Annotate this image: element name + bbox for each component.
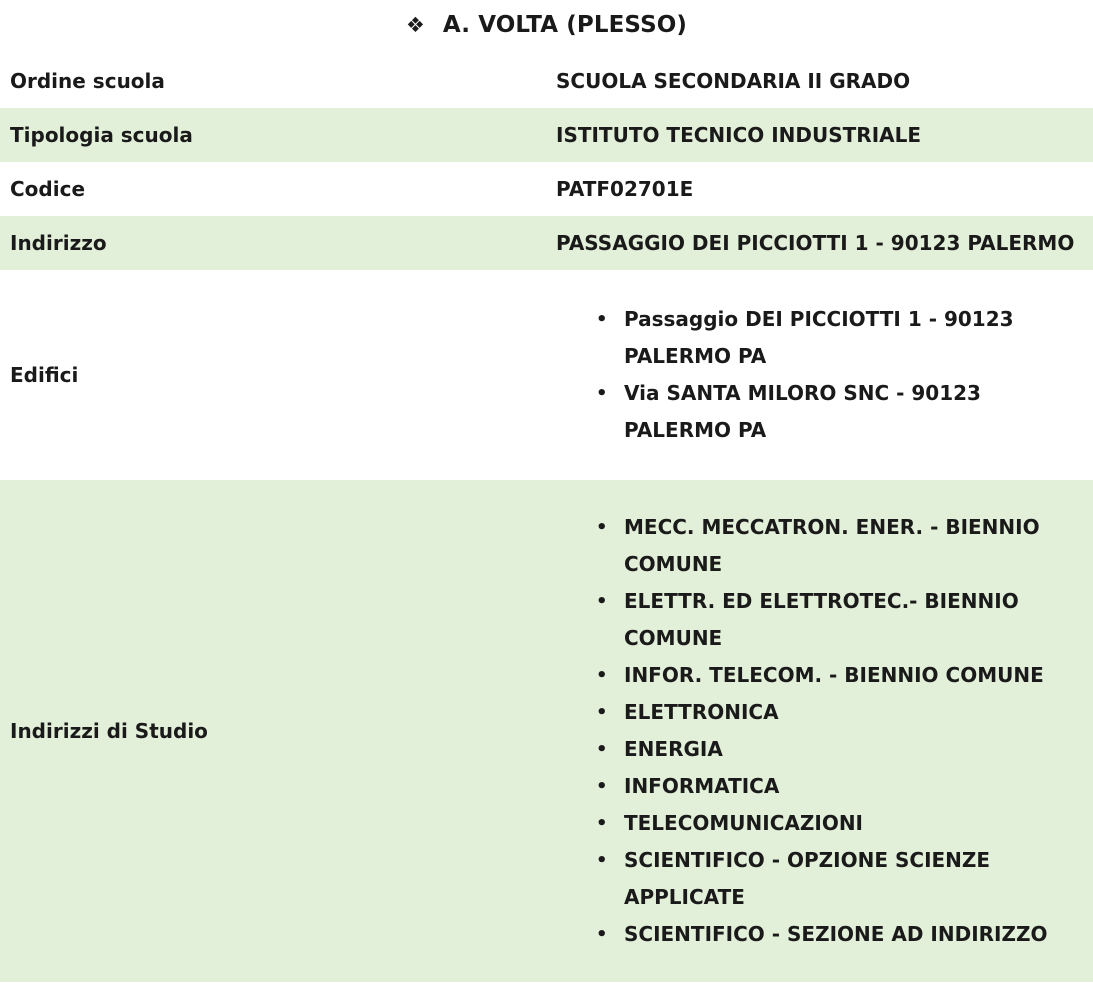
list-item: • SCIENTIFICO - OPZIONE SCIENZE APPLICATE: [596, 842, 1093, 916]
row-value: PASSAGGIO DEI PICCIOTTI 1 - 90123 PALERMO: [546, 216, 1093, 270]
school-title: A. VOLTA (PLESSO): [442, 12, 687, 38]
row-label: Indirizzi di Studio: [0, 480, 546, 982]
four-diamonds-icon: ❖: [405, 13, 425, 37]
row-indirizzo: [0, 216, 1093, 270]
row-value: [546, 480, 1093, 982]
list-item: • ELETTRONICA: [596, 694, 1093, 731]
list-item: • ENERGIA: [596, 731, 1093, 768]
row-codice: [0, 162, 1093, 216]
edifici-list: [556, 301, 1093, 449]
row-label: Ordine scuola: [10, 69, 165, 93]
row-label: Tipologia scuola: [0, 108, 546, 162]
school-info-table: [0, 54, 1093, 982]
row-value: ISTITUTO TECNICO INDUSTRIALE: [546, 108, 1093, 162]
list-item: • INFORMATICA: [596, 768, 1093, 805]
row-edifici: [0, 270, 1093, 480]
list-item: • MECC. MECCATRON. ENER. - BIENNIO COMUNE: [596, 509, 1093, 583]
row-label: Indirizzo: [0, 216, 546, 270]
row-indirizzi-di-studio: [0, 480, 1093, 982]
row-value: PATF02701E: [556, 177, 694, 201]
row-value: [546, 270, 1093, 480]
row-label: Edifici: [10, 363, 79, 387]
row-tipologia-scuola: [0, 108, 1093, 162]
row-value: SCUOLA SECONDARIA II GRADO: [556, 69, 911, 93]
list-item: • Via SANTA MILORO SNC - 90123 PALERMO PA: [596, 375, 1093, 449]
list-item: • SCIENTIFICO - SEZIONE AD INDIRIZZO: [596, 916, 1093, 953]
row-label: Codice: [10, 177, 86, 201]
list-item: • ELETTR. ED ELETTROTEC.- BIENNIO COMUNE: [596, 583, 1093, 657]
list-item: • TELECOMUNICAZIONI: [596, 805, 1093, 842]
indirizzi-list: [556, 509, 1093, 953]
list-item: • INFOR. TELECOM. - BIENNIO COMUNE: [596, 657, 1093, 694]
section-heading: [0, 0, 1093, 54]
list-item: • Passaggio DEI PICCIOTTI 1 - 90123 PALERMO PA: [596, 301, 1093, 375]
row-ordine-scuola: [0, 54, 1093, 108]
